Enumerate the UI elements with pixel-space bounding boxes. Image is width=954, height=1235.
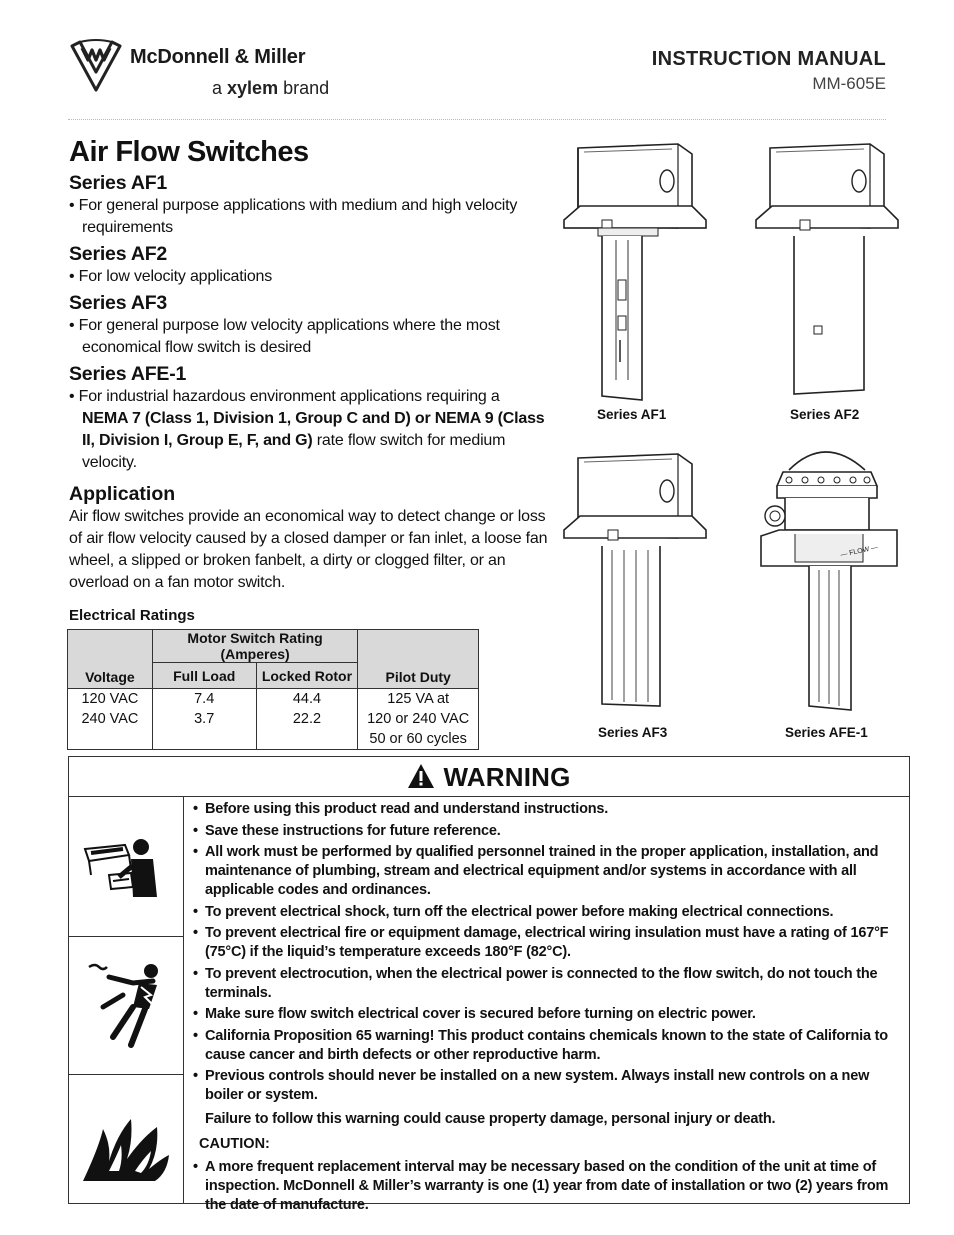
series-af3-bullet: • For general purpose low velocity applications where the most economical flow switch is desired: [69, 317, 500, 356]
table-cell: [152, 729, 256, 750]
series-af2-illustration: [752, 140, 902, 402]
series-af2-bullet: • For low velocity applications: [69, 268, 273, 285]
manual-title: INSTRUCTION MANUAL: [651, 48, 886, 70]
technician-at-panel-icon: [69, 797, 184, 937]
col-header-voltage: Voltage: [68, 630, 153, 689]
warning-failure-statement: Failure to follow this warning could cause property damage, personal injury or death.: [205, 1111, 776, 1127]
page-title: Air Flow Switches: [69, 136, 309, 168]
table-row: [68, 689, 479, 710]
electrical-ratings-table: [67, 629, 479, 750]
table-cell: 50 or 60 cycles: [358, 729, 479, 750]
warning-box: [68, 756, 910, 1213]
series-afe1-illustration: [755, 440, 905, 716]
series-af1-heading: Series AF1: [69, 172, 168, 194]
warning-item: • Previous controls should never be installed on a new system. Always install new controls on a new boiler or system.: [193, 1068, 870, 1103]
warning-item: • To prevent electrocution, when the electrical power is connected to the flow switch, do not touch the terminals.: [193, 965, 878, 1001]
col-header-pilot-duty: Pilot Duty: [358, 630, 479, 689]
warning-item: • To prevent electrical shock, turn off the electrical power before making electrical connections.: [193, 903, 834, 920]
warning-title: WARNING: [69, 757, 909, 797]
col-group-header: Motor Switch Rating (Amperes): [152, 630, 357, 663]
fire-hazard-icon: [69, 1075, 184, 1205]
brand-logo: [68, 38, 358, 102]
warning-icon-column: [69, 797, 184, 1203]
warning-item: • All work must be performed by qualified personnel trained in the proper application, installation, and maintenance of plumbing, stream and electrical equipment and/or systems in accordance with all applicable codes and ordinances.: [193, 844, 879, 898]
series-af1-bullet: • For general purpose applications with medium and high velocity requirements: [69, 197, 518, 236]
col-header-locked-rotor: Locked Rotor: [256, 663, 358, 689]
table-cell: [256, 729, 358, 750]
warning-item: • California Proposition 65 warning! This product contains chemicals known to the state of California to cause cancer and birth defects or other reproductive harm.: [193, 1027, 888, 1063]
icon-cell-qualified-personnel: [69, 797, 183, 937]
series-afe1-bullet: • For industrial hazardous environment applications requiring a NEMA 7 (Class 1, Division 1, Group C and D) or NEMA 9 (Class II, Division I, Group E, F, and G) rate flow switch for medium velocity.: [69, 388, 545, 471]
flow-direction-label: — FLOW —: [839, 544, 879, 559]
table-cell: 3.7: [152, 709, 256, 729]
table-cell: 240 VAC: [68, 709, 153, 729]
electrical-ratings-heading: Electrical Ratings: [69, 607, 195, 624]
table-cell: 120 VAC: [68, 689, 153, 710]
intro-section: [69, 136, 549, 626]
manual-code: MM-605E: [812, 74, 886, 93]
table-cell: [68, 729, 153, 750]
caution-item: • A more frequent replacement interval may be necessary based on the condition of the unit at time of inspection. McDonnell & Miller’s warranty is one (1) year from date of installation or two (2) years from the date of manufacture.: [193, 1159, 889, 1213]
series-af2-heading: Series AF2: [69, 243, 168, 265]
electric-shock-icon: [69, 937, 184, 1075]
series-af1-illustration: [560, 140, 710, 402]
table-cell: 7.4: [152, 689, 256, 710]
table-cell: 125 VA at: [358, 689, 479, 710]
icon-cell-electric-shock: [69, 937, 183, 1075]
warning-item: • Before using this product read and understand instructions.: [193, 801, 609, 817]
series-af3-caption: Series AF3: [598, 725, 668, 740]
mm-shield-logo-icon: [68, 38, 124, 94]
warning-list: [187, 800, 907, 1218]
warning-item: • Make sure flow switch electrical cover is secured before turning on electric power.: [193, 1006, 756, 1022]
table-cell: 44.4: [256, 689, 358, 710]
header-divider: [68, 119, 886, 120]
series-afe1-heading: Series AFE-1: [69, 363, 187, 385]
series-afe1-caption: Series AFE-1: [785, 725, 868, 740]
table-row: [68, 709, 479, 729]
warning-item: • To prevent electrical fire or equipment damage, electrical wiring insulation must have a rating of 167°F (75°C) if the liquid’s temperature exceeds 180°F (82°C).: [193, 925, 889, 960]
application-text: Air flow switches provide an economical way to detect change or loss of air flow velocity caused by a closed damper or fan inlet, a loose fan wheel, a slipped or broken fanbelt, a dirty or clogged filter, or an overload on a fan motor switch.: [69, 508, 548, 591]
icon-cell-fire: [69, 1075, 183, 1205]
table-cell: 120 or 240 VAC: [358, 709, 479, 729]
series-af2-caption: Series AF2: [790, 407, 860, 422]
series-af3-heading: Series AF3: [69, 292, 168, 314]
application-heading: Application: [69, 483, 176, 505]
warning-triangle-icon: [407, 763, 435, 789]
table-cell: 22.2: [256, 709, 358, 729]
series-af1-caption: Series AF1: [597, 407, 667, 422]
brand-name: McDonnell & Miller: [130, 46, 306, 68]
warning-item: • Save these instructions for future reference.: [193, 822, 501, 839]
series-af3-illustration: [560, 450, 710, 712]
col-header-full-load: Full Load: [152, 663, 256, 689]
caution-label: CAUTION:: [199, 1136, 270, 1152]
table-row: [68, 729, 479, 750]
brand-tagline: a xylem brand: [212, 78, 330, 98]
